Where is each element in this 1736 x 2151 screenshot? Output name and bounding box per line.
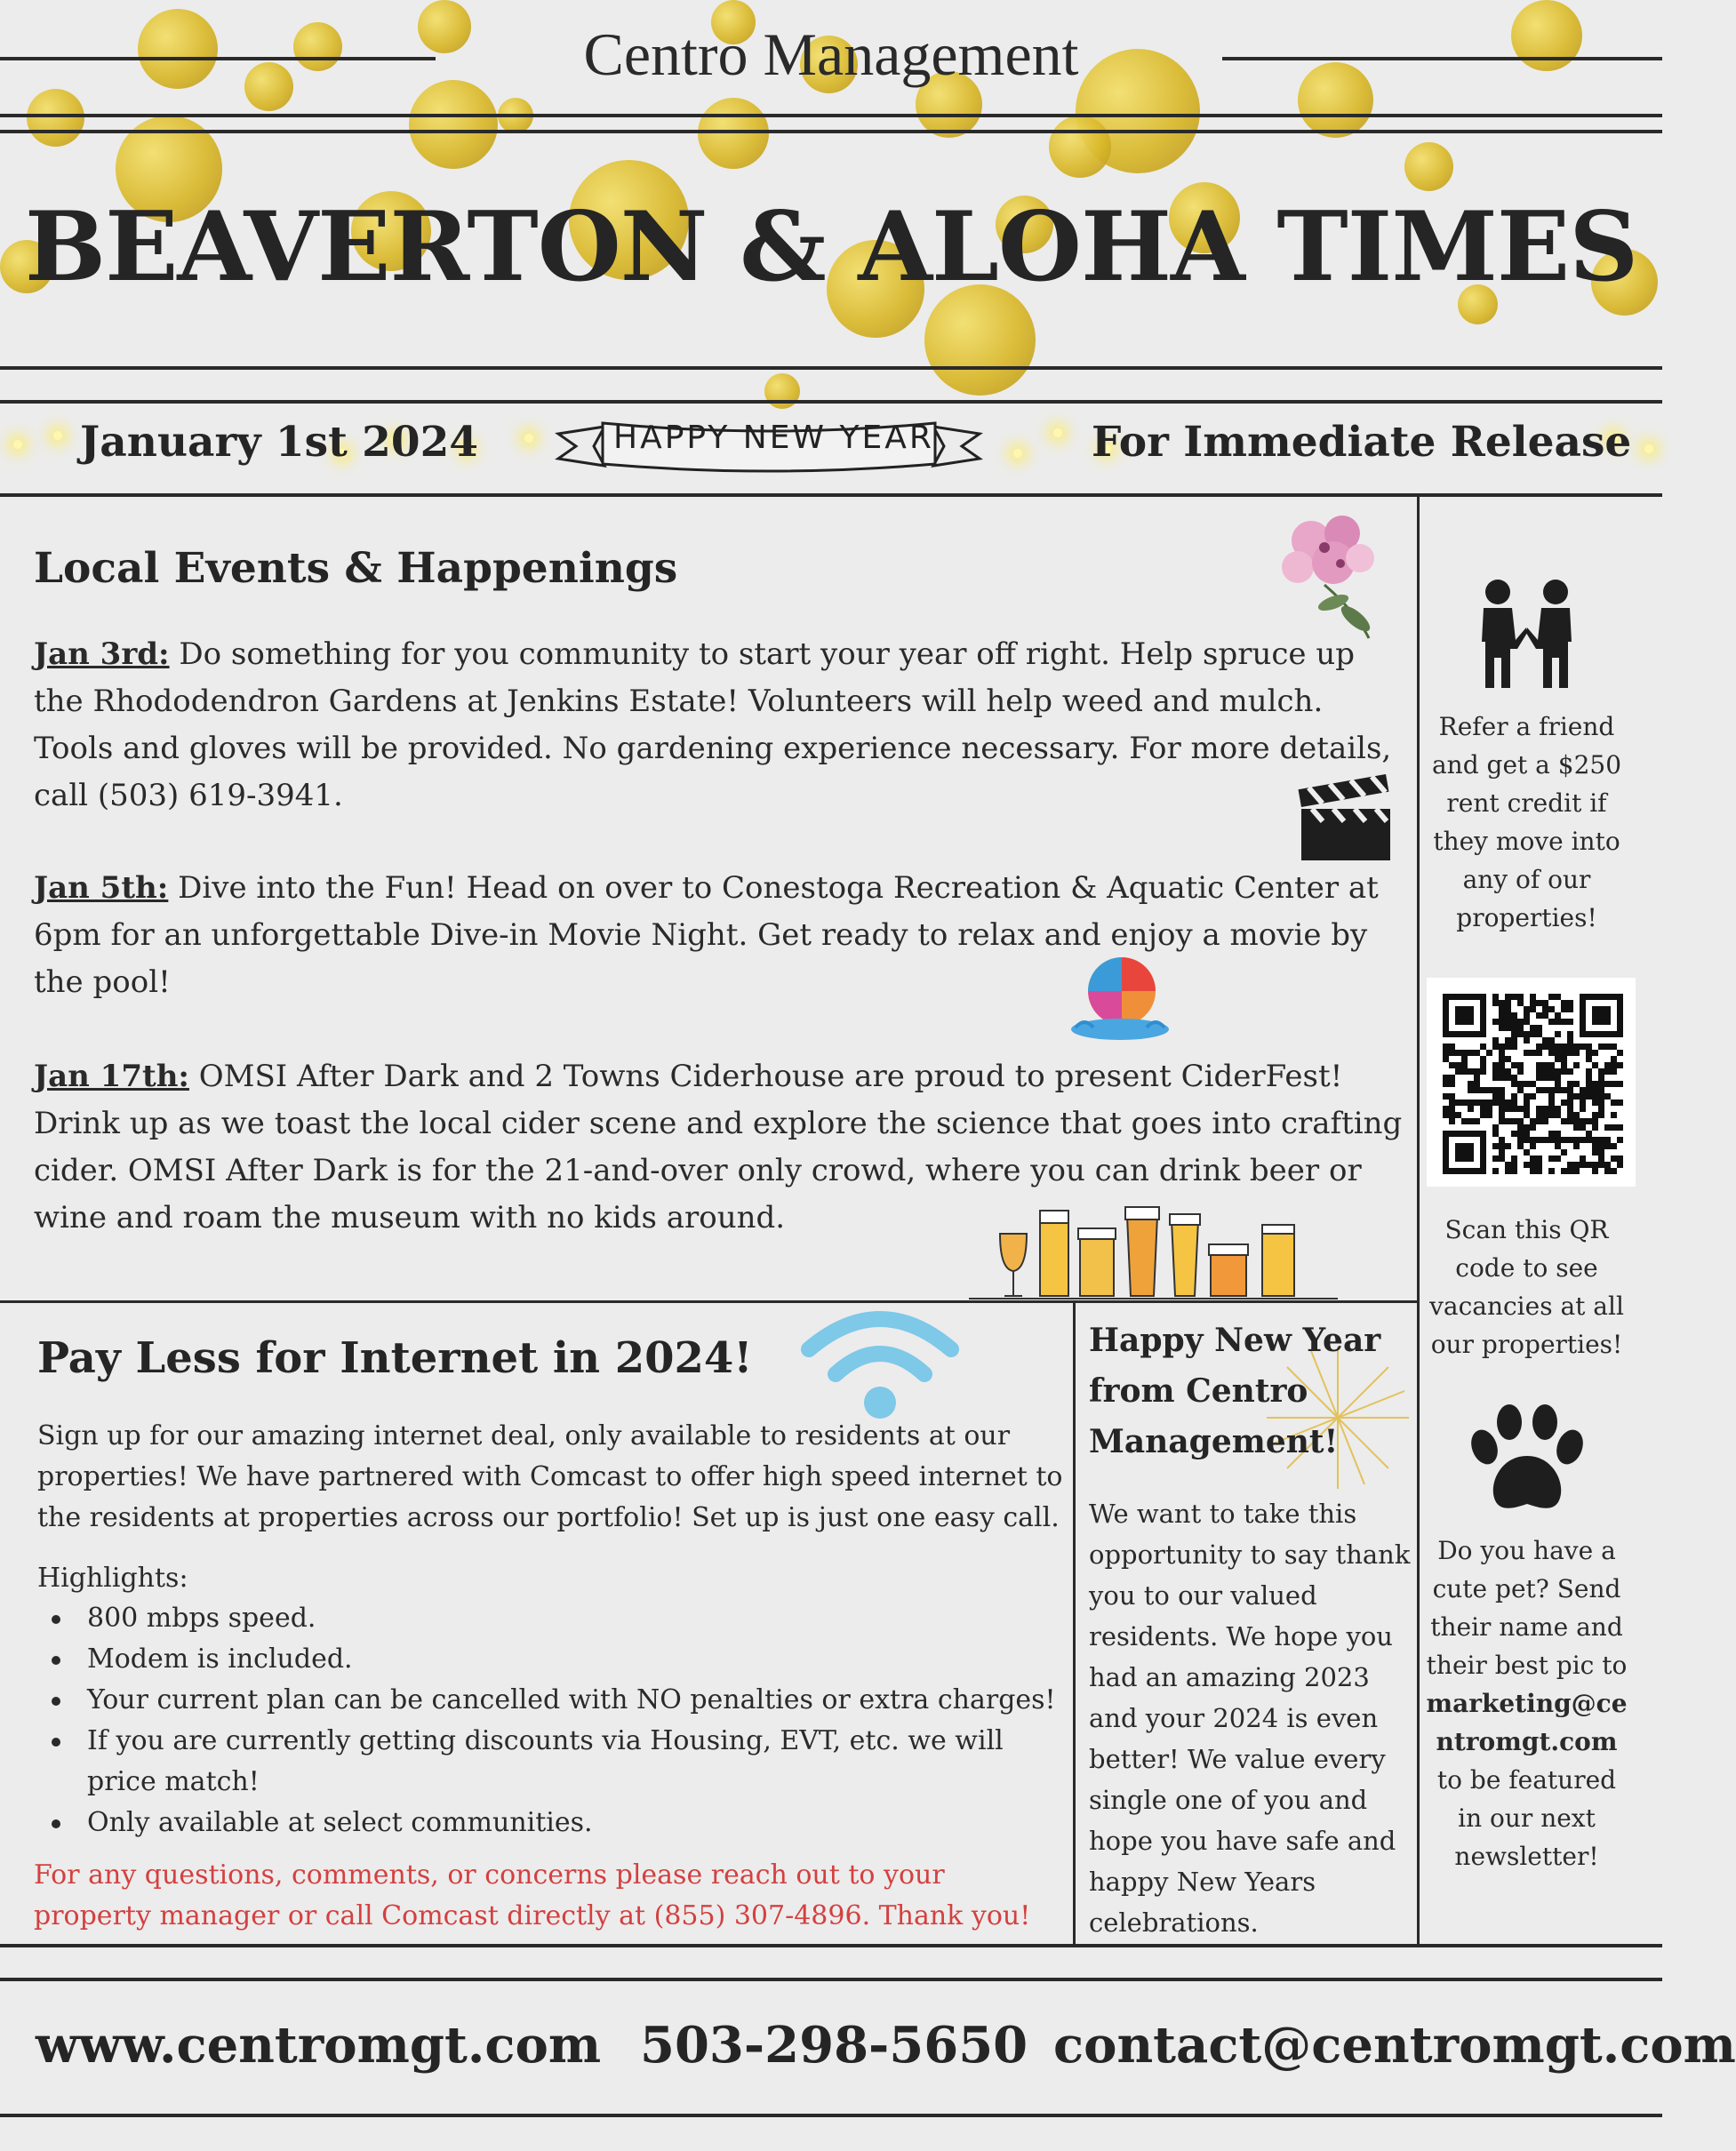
internet-contact-note: For any questions, comments, or concerns please reach out to your property manager or call Comcast directly at (855) 307-4896. Thank you! — [34, 1859, 1031, 1931]
internet-intro: Sign up for our amazing internet deal, only available to residents at our properties! We have partnered with Comcast to offer high speed internet to the residents at properties across our portfolio! Set up is just one easy call. — [37, 1420, 1063, 1533]
highlight-item: Your current plan can be cancelled with NO penalties or extra charges! — [34, 1680, 1069, 1721]
event-text: Dive into the Fun! Head on over to Conestoga Recreation & Aquatic Center at 6pm for an unforgettable Dive-in Movie Night. Get ready to relax and enjoy a movie by the pool! — [34, 870, 1379, 1000]
publisher-name: Centro Management — [583, 20, 1079, 88]
beach-ball-icon — [1067, 951, 1173, 1044]
masthead-title: BEAVERTON & ALOHA TIMES — [24, 191, 1638, 303]
release-label: For Immediate Release — [1092, 418, 1632, 467]
footer-phone[interactable]: 503-298-5650 — [640, 2016, 1028, 2075]
footer-email[interactable]: contact@centromgt.com — [1053, 2016, 1736, 2075]
header-rule — [0, 130, 1662, 133]
qr-code-card[interactable] — [1427, 978, 1636, 1187]
internet-title: Pay Less for Internet in 2024! — [37, 1333, 753, 1383]
pet-text-prefix: Do you have a cute pet? Send their name and their best pic to — [1426, 1536, 1628, 1680]
event-item — [34, 631, 1412, 820]
events-title: Local Events & Happenings — [34, 544, 678, 593]
highlight-item: Modem is included. — [34, 1639, 1069, 1680]
highlight-item: If you are currently getting discounts via Housing, EVT, etc. we will price match! — [34, 1721, 1069, 1803]
people-icon — [1471, 578, 1582, 689]
event-item — [34, 865, 1412, 1006]
highlight-item: 800 mbps speed. — [34, 1598, 1069, 1639]
header-rule — [0, 400, 1662, 404]
header-rule — [0, 114, 1662, 117]
footer-website[interactable]: www.centromgt.com — [36, 2016, 602, 2075]
flower-icon — [1271, 505, 1391, 647]
highlight-item: Only available at select communities. — [34, 1803, 1069, 1843]
event-text: Do something for you community to start your year off right. Help spruce up the Rhododendron Gardens at Jenkins Estate! Volunteers will help weed and mulch. Tools and gloves will be provided. No gardening experience necessary. For more details, call (503) 619-3941. — [34, 636, 1392, 813]
event-date: Jan 17th: — [34, 1059, 189, 1094]
event-date: Jan 5th: — [34, 870, 169, 906]
footer-rule — [0, 2114, 1662, 2117]
header-rule — [0, 366, 1662, 370]
new-year-title: Happy New Year from Centro Management! — [1089, 1322, 1381, 1460]
event-text: OMSI After Dark and 2 Towns Ciderhouse are proud to present CiderFest! Drink up as we toast the local cider scene and explore the science that goes into crafting cider. OMSI After Dark is for the 21-and-over only crowd, where you can drink beer or wine and roam the museum with no kids around. — [34, 1059, 1403, 1235]
wifi-icon — [800, 1307, 960, 1422]
paw-icon — [1465, 1404, 1589, 1515]
new-year-body: We want to take this opportunity to say thank you to our valued residents. We hope you had an amazing 2023 and your 2024 is even better! We value every single one of you and hope you have safe and happy New Years celebrations. — [1089, 1499, 1411, 1938]
highlights-list — [34, 1598, 1069, 1843]
qr-code-icon[interactable] — [1427, 978, 1636, 1187]
clapperboard-icon — [1298, 782, 1394, 862]
section-rule — [0, 1944, 1662, 1947]
referral-text: Refer a friend and get a $250 rent credit if they move into any of our properties! — [1431, 712, 1622, 932]
section-rule — [0, 1300, 1419, 1303]
pet-email-link[interactable]: marketing@centromgt.com — [1426, 1689, 1628, 1756]
column-divider — [1073, 1302, 1076, 1946]
footer-rule — [0, 1978, 1662, 1981]
qr-caption: Scan this QR code to see vacancies at all our properties! — [1429, 1215, 1624, 1359]
pet-submission-text — [1422, 1531, 1631, 1875]
header-rule — [0, 493, 1662, 497]
event-date: Jan 3rd: — [34, 636, 170, 672]
drinks-icon — [969, 1198, 1338, 1300]
happy-new-year-banner — [551, 407, 987, 478]
pet-text-suffix: to be featured in our next newsletter! — [1436, 1765, 1617, 1871]
banner-text: HAPPY NEW YEAR — [613, 420, 934, 456]
highlights-label: Highlights: — [37, 1563, 188, 1594]
issue-date: January 1st 2024 — [80, 418, 478, 467]
